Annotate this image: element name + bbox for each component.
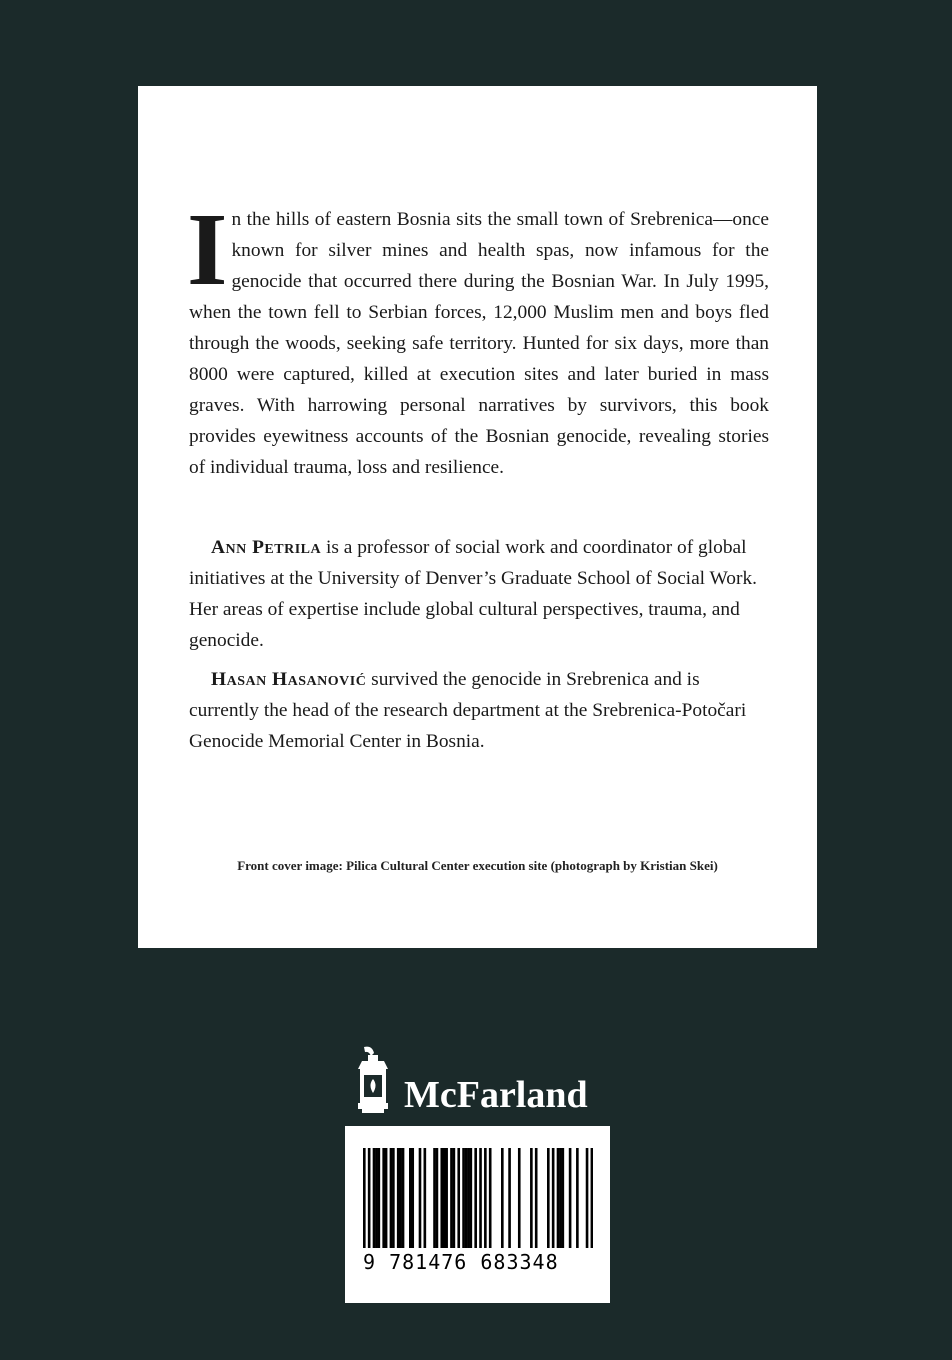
isbn-number: 9 781476 683348 <box>363 1250 559 1274</box>
book-blurb <box>187 192 769 483</box>
author-bio-text-2: survived the genocide in Srebrenica and is currently the head of the research department at the Srebrenica-Potočari Genocide Memorial Center in Bosnia. <box>189 669 747 752</box>
drop-cap: I <box>187 192 228 307</box>
cover-image-credit: Front cover image: Pilica Cultural Center execution site (photograph by Kristian Skei) <box>237 858 718 873</box>
back-cover-panel <box>138 86 817 948</box>
publisher-logo <box>348 1045 608 1120</box>
author-bio-2 <box>189 664 769 757</box>
author-name-1: Ann Petrila <box>211 537 322 558</box>
author-bio-1 <box>189 532 769 656</box>
author-name-2: Hasan Hasanović <box>211 669 367 690</box>
blurb-text: n the hills of eastern Bosnia sits the small town of Srebrenica—once known for silver mines and health spas, now infamous for the genocide that occurred there during the Bosnian War. In July 1995, when the town fell to Serbian forces, 12,000 Muslim men and boys fled through the woods, seeking safe territory. Hunted for six days, more than 8000 were captured, killed at execution sites and later buried in mass graves. With harrowing personal narratives by survivors, this book provides eyewitness accounts of the Bosnian genocide, revealing stories of individual trauma, loss and resilience. <box>189 209 769 478</box>
author-bio-text-1: is a professor of social work and coordinator of global initiatives at the University of Denver’s Graduate School of Social Work. Her areas of expertise include global cultural perspectives, trauma, and genocide. <box>189 537 757 651</box>
lantern-icon <box>348 1045 396 1120</box>
barcode <box>345 1126 610 1303</box>
publisher-name: McFarland <box>404 1074 588 1116</box>
barcode-bars <box>363 1148 593 1248</box>
